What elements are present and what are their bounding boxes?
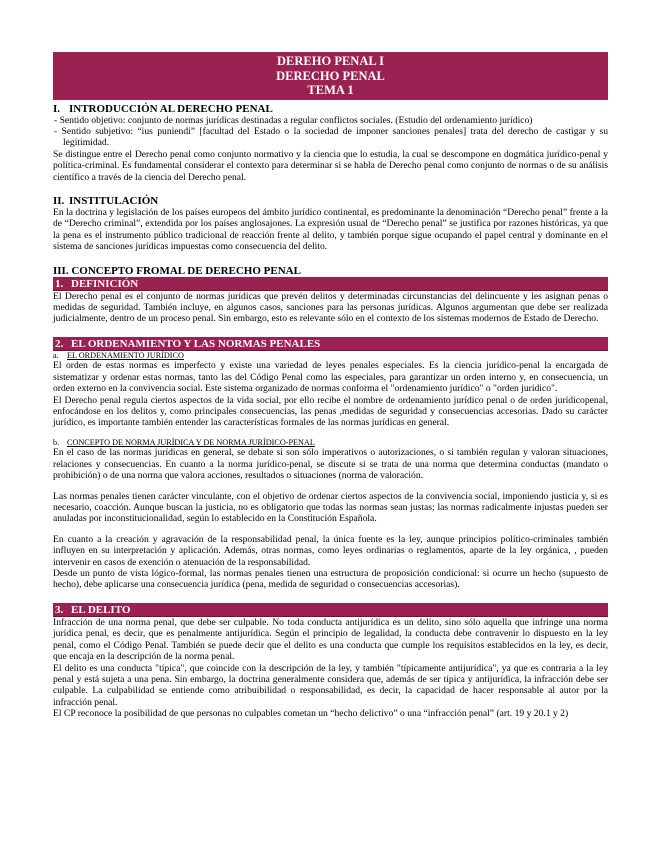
section-heading-introduccion: I. INTRODUCCIÓN AL DERECHO PENAL [53, 102, 273, 115]
title-banner [53, 52, 608, 100]
paragraph: Infracción de una norma penal, que debe ser culpable. No toda conducta antijurídica es un delito, sino sólo aquella que infringe una norma jurídica penal, es decir, que es penalmente antijurídica. Según el principio de legalidad, la conducta debe contravenir lo dispuesto en la ley penal, como el Código Penal. También se puede decir que el delito es una conducta que cumple los requisitos establecidos en la ley, es decir, que encaja en la descripción de la norma penal. [53, 616, 608, 663]
subheading-concepto-norma: b. CONCEPTO DE NORMA JURÍDICA Y DE NORMA JURÍDICO-PENAL [53, 437, 315, 447]
paragraph: El CP reconoce la posibilidad de que personas no culpables cometan un “hecho delictivo” o una “infracción penal” (art. 19 y 20.1 y 2) [53, 708, 569, 720]
paragraph: El Derecho penal es el conjunto de normas jurídicas que prevén delitos y determinadas circunstancias del delincuente y les asignan penas o medidas de seguridad. También incluye, en algunos casos, sanciones para las personas jurídicas. Algunos argumentan que debe ser realizada judicialmente, dentro de un proceso penal. Sin embargo, esto es relevante sólo en el contexto de los sistemas modernos de Estado de Derecho. [53, 290, 608, 325]
title-line-2: DERECHO PENAL [276, 68, 385, 83]
subsection-bar-definicion: 1. DEFINICIÓN [53, 277, 608, 291]
section-heading-concepto: III. CONCEPTO FROMAL DE DERECHO PENAL [53, 264, 301, 277]
paragraph: Las normas penales tienen carácter vinculante, con el objetivo de ordenar ciertos aspectos de la convivencia social, imponiendo justicia y, si es necesario, coacción. Aunque buscan la justicia, no es obligatorio que todas las normas sean justas; las normas radicalmente injustas pueden ser anuladas por inconstitucionalidad, según lo establecido en la Constitución Española. [53, 490, 608, 525]
title-line-1: DEREHO PENAL I [277, 54, 384, 68]
bullet-sentido-subjetivo: - Sentido subjetivo: “ius puniendi” [facultad del Estado o la sociedad de imponer sanciones penales] trata del derecho de castigar y su legitimidad. [54, 125, 608, 149]
title-line-3: TEMA 1 [307, 83, 354, 97]
subheading-ordenamiento-juridico: a. EL ORDENAMIENTO JURÍDICO [53, 350, 184, 360]
paragraph: El orden de estas normas es imperfecto y existe una variedad de leyes penales especiales. Es la ciencia jurídico-penal la encargada de sistematizar y ordenar estas normas, tanto las del Código Penal como las especiales, para garantizar un orden interno y, en consecuencia, un orden externo en la convivencia social. Este sistema organizado de normas conforma el "ordenamiento jurídico" o "orden jurídico". [53, 360, 608, 395]
section-heading-institulacion: II. INSTITULACIÓN [53, 194, 159, 207]
paragraph: El Derecho penal regula ciertos aspectos de la vida social, por ello recibe el nombre de ordenamiento jurídico penal o de orden jurídicopenal, enfocándose en los delitos y, como principales consecuencias, las penas ,medidas de seguridad y consecuencias accesorias. Dado su carácter jurídico, es importante también entender las características formales de las normas jurídicas en general. [53, 394, 608, 429]
subsection-bar-delito: 3. EL DELITO [53, 603, 608, 617]
paragraph: En cuanto a la creación y agravación de la responsabilidad penal, la única fuente es la ley, aunque principios político-criminales también influyen en su interpretación y aplicación. Además, otras normas, como leyes ordinarias o reglamentos, aparte de la ley orgánica, , pueden intervenir en casos de exención o atenuación de la responsabilidad. [53, 533, 608, 568]
paragraph: El delito es una conducta "típica", que coincide con la descripción de la ley, y también "típicamente antijurídica", ya que es contraria a la ley penal y está sujeta a una pena. Sin embargo, la doctrina generalmente considera que, además de ser típica y antijurídica, la infracción debe ser culpable. La culpabilidad se entiende como atribuibilidad o responsabilidad, es decir, la capacidad de hacer responsable al autor por la infracción penal. [53, 662, 608, 708]
paragraph: En el caso de las normas jurídicas en general, se debate si son sólo imperativos o autorizaciones, o si también regulan y valoran situaciones, relaciones y consecuencias. En cuanto a la norma jurídico-penal, se discute si se trata de una norma que determina conductas (mandato o prohibición) o de una norma que valora acciones, resultados o situaciones (norma de valoración. [53, 447, 608, 482]
paragraph: Desde un punto de vista lógico-formal, las normas penales tienen una estructura de proposición condicional: si ocurre un hecho (supuesto de hecho), debe aplicarse una consecuencia jurídica (pena, medida de seguridad o consecuencias accesorias). [53, 568, 608, 591]
paragraph: En la doctrina y legislación de los países europeos del ámbito jurídico continental, es predominante la denominación “Derecho penal” frente a la de “Derecho criminal”, extendida por los países anglosajones. La expresión usual de “Derecho penal” se justifica por razones históricas, ya que la pena es el instrumento público tradicional de reacción frente al delito, y también porque sigue ocupando el papel central y dominante en el sistema de sanciones jurídicas impuestas como consecuencia del delito. [53, 206, 608, 253]
bullet-sentido-objetivo: - Sentido objetivo: conjunto de normas jurídicas destinadas a regular conflictos sociales. (Estudio del ordenamiento jurídico) [54, 114, 533, 126]
subsection-bar-ordenamiento: 2. EL ORDENAMIENTO Y LAS NORMAS PENALES [53, 337, 608, 351]
paragraph: Se distingue entre el Derecho penal como conjunto normativo y la ciencia que lo estudia, la cual se descompone en dogmática jurídico-penal y política-criminal. Es fundamental considerar el contexto para determinar si se habla de Derecho penal como conjunto de normas o de su análisis científico a través de la ciencia del Derecho penal. [53, 148, 608, 183]
